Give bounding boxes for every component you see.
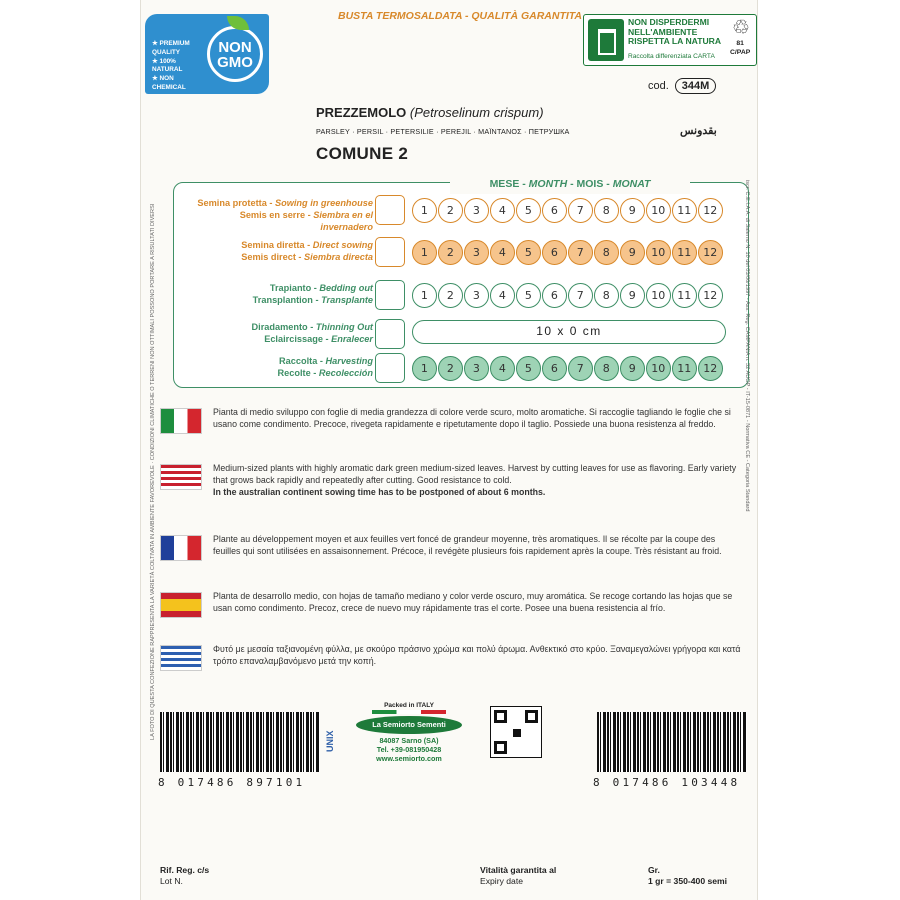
expiry-info: Vitalità garantita al Expiry date bbox=[480, 865, 557, 886]
month-circle: 6 bbox=[542, 356, 567, 381]
month-circle: 8 bbox=[594, 198, 619, 223]
month-circle: 9 bbox=[620, 356, 645, 381]
barcode-left bbox=[160, 712, 320, 772]
month-circle: 8 bbox=[594, 240, 619, 265]
month-circle: 4 bbox=[490, 356, 515, 381]
qr-code-icon[interactable] bbox=[490, 706, 542, 758]
month-circle: 10 bbox=[646, 240, 671, 265]
month-circle: 7 bbox=[568, 198, 593, 223]
usa-flag-icon bbox=[160, 464, 202, 490]
thinning-spacing: 10 x 0 cm bbox=[412, 320, 726, 344]
month-circle: 3 bbox=[464, 198, 489, 223]
month-circle: 1 bbox=[412, 240, 437, 265]
month-circle: 7 bbox=[568, 283, 593, 308]
barcode-right bbox=[597, 712, 747, 772]
month-circle: 4 bbox=[490, 198, 515, 223]
description-text: Pianta di medio sviluppo con foglie di media grandezza di colore verde scuro, molto aromatiche. Si raccoglie tagliando le foglie che si usano come condimento. Precoce, rivegeta rapidamente e ripetutamente dopo il taglio. Possiede una buona resistenza al freddo. bbox=[213, 407, 731, 430]
unix-label: UNIX bbox=[325, 730, 335, 752]
description-text: Planta de desarrollo medio, con hojas de tamaño mediano y color verde oscuro, muy aromática. Se recoge cortando las hojas que se usan como condimento. Precoz, crece de nuevo muy rápidamente tras el corte. Posee una buena resistencia al frío. bbox=[213, 591, 733, 614]
month-circle: 8 bbox=[594, 283, 619, 308]
trash-bin-icon bbox=[588, 19, 624, 61]
month-circle: 10 bbox=[646, 198, 671, 223]
month-circle: 5 bbox=[516, 356, 541, 381]
month-header: MESE - MONTH - MOIS - MONAT bbox=[450, 178, 690, 194]
packet-tagline: BUSTA TERMOSALDATA - QUALITÀ GARANTITA bbox=[338, 10, 582, 22]
month-circle: 8 bbox=[594, 356, 619, 381]
recycle-triangle-icon: ♲ bbox=[732, 17, 750, 39]
month-circle: 2 bbox=[438, 356, 463, 381]
month-circle: 2 bbox=[438, 240, 463, 265]
month-circle: 6 bbox=[542, 240, 567, 265]
month-circles bbox=[412, 198, 723, 223]
month-circle: 11 bbox=[672, 198, 697, 223]
month-circle: 11 bbox=[672, 240, 697, 265]
badge-claims: ★ PREMIUM QUALITY ★ 100% NATURAL ★ NON CHEMICAL bbox=[152, 40, 190, 91]
month-circle: 10 bbox=[646, 356, 671, 381]
direct-sowing-icon bbox=[375, 237, 405, 267]
month-circle: 2 bbox=[438, 198, 463, 223]
variety-name: COMUNE 2 bbox=[316, 144, 409, 163]
recycle-notice: NON DISPERDERMI NELL'AMBIENTE RISPETTA LA NATURA Raccolta differenziata CARTA ♲ 81 C/PAP bbox=[583, 14, 757, 66]
month-circle: 1 bbox=[412, 283, 437, 308]
thinning-icon bbox=[375, 319, 405, 349]
month-circle: 12 bbox=[698, 283, 723, 308]
barcode-left-number: 8 017486 897101 bbox=[158, 776, 306, 789]
month-circle: 7 bbox=[568, 356, 593, 381]
month-circle: 6 bbox=[542, 198, 567, 223]
registration-lot: Rif. Reg. c/s Lot N. bbox=[160, 865, 210, 886]
month-circle: 11 bbox=[672, 283, 697, 308]
month-circle: 3 bbox=[464, 240, 489, 265]
month-circles bbox=[412, 240, 723, 265]
month-circle: 12 bbox=[698, 198, 723, 223]
barcode-right-number: 8 017486 103448 bbox=[593, 776, 741, 789]
month-circle: 1 bbox=[412, 356, 437, 381]
month-circle: 3 bbox=[464, 283, 489, 308]
seedling-icon bbox=[375, 280, 405, 310]
month-circle: 5 bbox=[516, 240, 541, 265]
month-circle: 2 bbox=[438, 283, 463, 308]
product-code: cod. 344M bbox=[648, 78, 716, 94]
month-circle: 5 bbox=[516, 198, 541, 223]
calendar-row-label: Trapianto - Bedding out Transplantion - Transplante bbox=[252, 283, 373, 305]
italy-flag-icon bbox=[160, 408, 202, 434]
harvest-icon bbox=[375, 353, 405, 383]
month-circles bbox=[412, 283, 723, 308]
description-text: Medium-sized plants with highly aromatic dark green medium-sized leaves. Harvest by cutting leaves for use as flavoring. Early variety that grows back rapidly and repeatedly after cutting. Good resistance to cold. In the australian continent sowing time has to be postponed of about 6 months. bbox=[213, 463, 737, 498]
month-circle: 9 bbox=[620, 240, 645, 265]
month-circle: 12 bbox=[698, 240, 723, 265]
calendar-row-label: Semina protetta - Sowing in greenhouse Semis en serre - Siembra en el invernadero bbox=[197, 198, 373, 232]
description-text: Φυτό με μεσαία ταξιανομένη φύλλα, με σκούρο πράσινο χρώμα και πολύ άρωμα. Ανθεκτικό στο κρύο. Ξαναμεγαλώνει γρήγορα και κατά τρόπο επαναλαμβανόμενο μετά την κοπή. bbox=[213, 644, 741, 667]
month-circle: 9 bbox=[620, 283, 645, 308]
month-circle: 4 bbox=[490, 240, 515, 265]
legal-registration-text: iscr. C.E.I.A.A. di Salerno N. 10 del 05/06/1997 - Ass. Reg. CAMPANIA n. 32 AUOP - IT-15-0871 - Normativa CE - Categoria Standard bbox=[744, 180, 750, 512]
france-flag-icon bbox=[160, 535, 202, 561]
recycle-code: 81 C/PAP bbox=[730, 40, 751, 56]
month-circles bbox=[412, 356, 723, 381]
product-arabic-name: بقدونس bbox=[680, 125, 717, 137]
calendar-row-label: Diradamento - Thinning Out Eclaircissage - Enralecer bbox=[251, 322, 373, 344]
calendar-row-label: Semina diretta - Direct sowing Semis direct - Siembra directa bbox=[241, 240, 373, 262]
month-circle: 9 bbox=[620, 198, 645, 223]
month-circle: 4 bbox=[490, 283, 515, 308]
photo-disclaimer-text: LA FOTO DI QUESTA CONFEZIONE RAPPRESENTA LA VARIETÀ COLTIVATA IN AMBIENTE FAVOREVOLE · CONDIZIONI CLIMATICHE O TERRENI NON OTTIMALI POSSONO PORTARE A RISULTATI DIVERSI bbox=[150, 203, 156, 740]
non-gmo-badge bbox=[145, 14, 269, 94]
seed-weight: Gr. 1 gr = 350-400 semi bbox=[648, 865, 728, 886]
description-text: Plante au développement moyen et aux feuilles vert foncé de grandeur moyenne, très aromatiques. Il se récolte par la coupe des feuilles qui sont utilisées en assaisonnement. Précoce, il revégète plusieurs fois rapidement après la coupe. Très résistant au froid. bbox=[213, 534, 722, 557]
month-circle: 5 bbox=[516, 283, 541, 308]
month-circle: 7 bbox=[568, 240, 593, 265]
italy-stripe bbox=[372, 710, 446, 714]
product-title: PREZZEMOLO (Petroselinum crispum) bbox=[316, 105, 544, 120]
month-circle: 11 bbox=[672, 356, 697, 381]
month-circle: 10 bbox=[646, 283, 671, 308]
month-circle: 3 bbox=[464, 356, 489, 381]
product-translations: PARSLEY · PERSIL · PETERSILIE · PEREJIL · ΜΑΪΝΤΑΝΟΣ · ПЕТРУШКА bbox=[316, 127, 570, 136]
month-circle: 1 bbox=[412, 198, 437, 223]
semiorto-logo: Packed in ITALY La Semiorto Sementi 84087 Sarno (SA) Tel. +39-081950428 www.semiorto.com bbox=[350, 702, 468, 774]
spain-flag-icon bbox=[160, 592, 202, 618]
non-gmo-text: NON GMO bbox=[217, 39, 253, 71]
greenhouse-sowing-icon bbox=[375, 195, 405, 225]
calendar-row-label: Raccolta - Harvesting Recolte - Recolección bbox=[277, 356, 373, 378]
month-circle: 12 bbox=[698, 356, 723, 381]
month-circle: 6 bbox=[542, 283, 567, 308]
greece-flag-icon bbox=[160, 645, 202, 671]
